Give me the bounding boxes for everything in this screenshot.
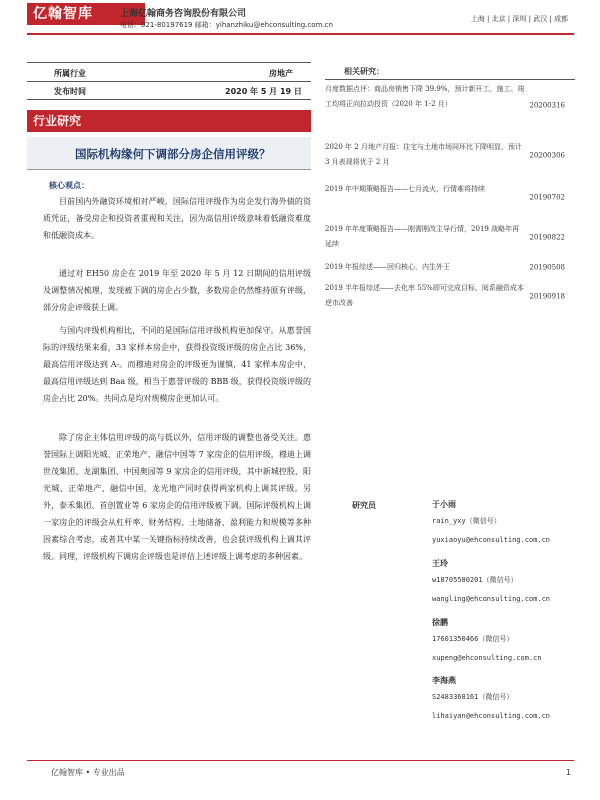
- related-date: 20200316: [529, 101, 565, 110]
- paragraph-2: 通过对 EH50 房企在 2019 年至 2020 年 5 月 12 日期间的信用评级及调整情况梳理，发现被下调的房企占少数，多数房企仍然维持原有评级，部分房企评级获上调。: [43, 269, 311, 312]
- researcher-card: [432, 559, 550, 604]
- industry-row: [27, 62, 311, 82]
- related-title: 2019 年报综述——回归核心，内生外王: [325, 263, 451, 271]
- core-viewpoint-label: 核心观点：: [49, 181, 89, 190]
- industry-label: 所属行业: [54, 69, 86, 78]
- related-title: 2019 年中期策略报告——七月流火，行情难将持续: [325, 185, 486, 193]
- researcher-name: 王玲: [432, 559, 448, 568]
- date-value: 2020 年 5 月 19 日: [225, 87, 302, 96]
- contact-info: 电话：021-80197619 邮箱：yihanzhiku@ehconsulting.com.cn: [120, 21, 333, 29]
- related-research-label: 相关研究：: [344, 67, 384, 76]
- related-divider: [325, 79, 575, 80]
- industry-value: 房地产: [269, 69, 293, 78]
- header-divider: [27, 33, 574, 35]
- section-title: 行业研究: [27, 110, 311, 132]
- company-logo: 亿翰智库: [27, 3, 145, 25]
- related-date: 20190508: [529, 263, 565, 272]
- researcher-wechat: rain_yxy（微信号）: [432, 517, 501, 525]
- related-date: 20190822: [529, 233, 565, 242]
- page-number: 1: [566, 768, 572, 777]
- report-headline: 国际机构缘何下调部分房企信用评级？: [75, 147, 271, 161]
- researcher-card: [432, 500, 550, 545]
- related-date: 20190918: [529, 292, 565, 301]
- related-item[interactable]: [325, 222, 575, 254]
- date-label: 发布时间: [54, 87, 86, 96]
- paragraph-3: 与国内评级机构相比，不同的是国际信用评级机构更加保守。从惠誉国际的评级结果来看，33 家样本房企中，获得投资级评级的房企占比 36%，最高信用评级达到 A-。而穆迪对房企的评级更为谨慎，41 家样本房企中，最高信用评级达到 Baa 级，相当于惠誉评级的 BBB 级，获得投资级评级的房企占比 20%。共同点是均对规模房企更加认可。: [43, 326, 311, 403]
- footer-divider: [27, 760, 574, 761]
- company-name: 上海亿翰商务咨询股份有限公司: [120, 9, 247, 19]
- related-title: 2019 年年度策略报告——刚需刚改主导行情，2019 战略年再延续: [325, 225, 520, 248]
- researcher-wechat: w18705580201（微信号）: [432, 576, 518, 584]
- related-title: 月度数据点评：商品房销售下降 39.9%，预计新开工、施工、竣工均将正向拉动投资（2020 年 1-2 月）: [325, 85, 525, 108]
- researcher-wechat: S2483368161（微信号）: [432, 693, 514, 701]
- paragraph-4: 除了房企主体信用评级的高与低以外，信用评级的调整也备受关注。惠誉国际上调阳光城、正荣地产、融信中国等 7 家房企的信用评级，穆迪上调世茂集团、龙湖集团、中国奥园等 9 家房企的信用评级，其中新城控股、阳光城、正荣地产、融信中国、龙光地产同时获得两家机构上调其评级。另外，泰禾集团、首创置业等 6 家房企的信用评级被下调。国际评级机构上调一家房企的评级会从杠杆率、财务结构、土地储备、盈利能力和规模等多种因素综合考虑，或者其中某一关键指标持续改善，也会获评级机构上调其评级。同理，评级机构下调房企评级也是评估上述评级上调考虑的多种因素。: [43, 433, 311, 561]
- footer-brand: 亿翰智库 • 专业出品: [51, 768, 125, 777]
- related-item[interactable]: [325, 140, 575, 172]
- researcher-wechat: 17601350466（微信号）: [432, 635, 514, 643]
- related-item[interactable]: [325, 82, 575, 130]
- related-date: 20190702: [529, 193, 565, 202]
- related-title: 2019 半年报综述——去化率 55%即可完成目标，阅系融资成本逆市改善: [325, 284, 524, 307]
- researcher-email[interactable]: lihaiyan@ehconsulting.com.cn: [432, 712, 551, 720]
- researcher-email[interactable]: yuxiaoyu@ehconsulting.com.cn: [432, 536, 551, 544]
- date-row: [27, 81, 311, 100]
- office-cities: 上海 | 北京 | 深圳 | 武汉 | 成都: [470, 15, 568, 23]
- related-item[interactable]: [325, 260, 575, 276]
- researcher-name: 于小雨: [432, 500, 456, 509]
- related-item[interactable]: [325, 182, 575, 214]
- paragraph-1: 目前国内外融资环境相对严峻，国际信用评级作为房企发行海外债的资质凭证，备受房企和投资者重视和关注，因为高信用评级意味着低融资难度和低融资成本。: [43, 197, 311, 240]
- researcher-label: 研究员: [352, 501, 376, 510]
- related-item[interactable]: [325, 281, 575, 313]
- related-title: 2020 年 2 月地产月报：住宅与土地市场同环比下降明显，预计 3 月表现将优于 2 月: [325, 143, 522, 166]
- researcher-name: 徐鹏: [432, 618, 448, 627]
- researcher-name: 李海燕: [432, 676, 456, 685]
- related-date: 20200306: [529, 151, 565, 160]
- researcher-email[interactable]: wangling@ehconsulting.com.cn: [432, 595, 551, 603]
- researcher-card: [432, 618, 542, 663]
- researcher-email[interactable]: xupeng@ehconsulting.com.cn: [432, 654, 542, 662]
- researcher-card: [432, 676, 550, 721]
